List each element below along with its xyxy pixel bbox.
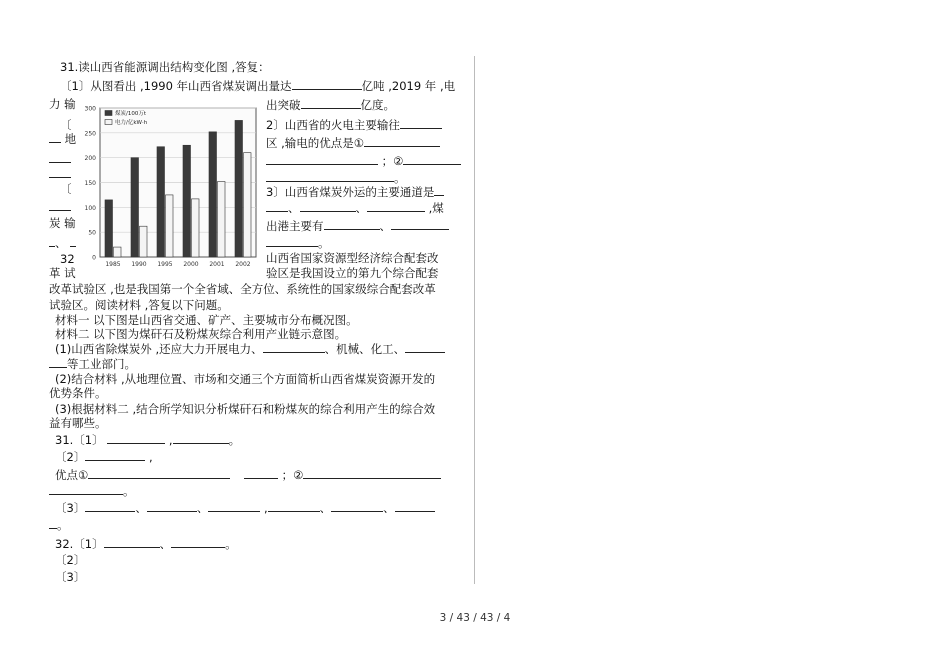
q31-p1-line2 <box>266 97 395 112</box>
left-fragment: 32 <box>60 252 75 266</box>
bar-coal <box>131 158 139 257</box>
answer-blank[interactable] <box>173 432 229 444</box>
q31-p2-line3 <box>266 153 461 168</box>
answer-blank[interactable] <box>49 517 57 529</box>
bar-coal <box>105 200 113 257</box>
answer-31-2c: 。 <box>49 483 135 498</box>
q32-material-1: 材料一 以下图是山西省交通、矿产、主要城市分布概况图。 <box>55 313 358 327</box>
answer-32-3: 〔3〕 <box>55 570 86 584</box>
q31-p3-line1 <box>266 184 444 199</box>
q32-sub1-line2: 等工业部门。 <box>49 356 136 371</box>
answer-31-2: 〔2〕 , <box>55 450 153 464</box>
answer-31-1: 31.〔1〕 , 。 <box>55 433 241 447</box>
q31-p3-line3: 出港主要有 、 <box>266 218 449 233</box>
q31-p2-text-c: ；② <box>381 154 404 168</box>
answer-blank[interactable] <box>300 200 356 212</box>
bar-electricity <box>244 153 252 257</box>
answer-blank[interactable] <box>85 449 145 461</box>
answer-blank[interactable] <box>85 500 135 512</box>
legend-swatch-electricity <box>105 120 112 125</box>
answer-blank[interactable] <box>403 153 461 165</box>
q31-p2-line2 <box>266 135 440 150</box>
q31-p1-text-a: 〔1〕从图看出 ,1990 年山西省煤炭调出量达 <box>60 79 292 93</box>
y-tick-label: 300 <box>84 105 96 113</box>
q31-p1-text-b: 亿吨 ,2019 年 ,电 <box>361 79 456 93</box>
answer-blank[interactable] <box>147 500 197 512</box>
answer-blank[interactable] <box>208 500 260 512</box>
q32-line2: 验区是我国设立的第九个综合配套 <box>266 266 439 280</box>
q32-sub1-line1: (1)山西省除煤炭外 ,还应大力开展电力、 、机械、化工、 <box>55 341 445 356</box>
answer-blank[interactable] <box>364 135 440 147</box>
q31-p1-line1 <box>60 78 455 93</box>
y-tick-label: 50 <box>88 229 96 237</box>
legend-label-coal: 煤炭/100万t <box>115 111 147 117</box>
q32-sub2-line1: (2)结合材料 ,从地理位置、市场和交通三个方面简析山西省煤炭资源开发的 <box>55 372 436 386</box>
q31-p3-line4: 。 <box>266 235 330 250</box>
x-tick-label: 1995 <box>157 261 173 268</box>
answer-blank[interactable] <box>301 97 361 109</box>
page-number: 3 / 43 / 43 / 4 <box>439 612 511 624</box>
answer-blank[interactable] <box>405 341 445 353</box>
answer-blank[interactable] <box>303 467 441 479</box>
bar-electricity <box>140 226 148 257</box>
q32-sub2-line2: 优势条件。 <box>49 386 107 400</box>
left-fragment: 〔 <box>60 182 72 196</box>
answer-blank[interactable] <box>266 200 288 212</box>
left-fragment: 革 试 <box>49 266 76 280</box>
answer-blank[interactable] <box>324 218 380 230</box>
bar-coal <box>235 120 243 257</box>
answer-blank[interactable] <box>266 235 318 247</box>
q31-p1-text-e: 亿度。 <box>360 98 395 112</box>
answer-blank[interactable] <box>268 500 320 512</box>
bar-electricity <box>192 199 200 257</box>
left-fragment-line: 地 <box>49 131 76 146</box>
q32-line3: 改革试验区 ,也是我国第一个全省域、全方位、系统性的国家级综合配套改革 <box>49 282 436 296</box>
left-fragment-line: 、 <box>49 235 76 250</box>
y-tick-label: 100 <box>84 204 96 212</box>
bar-electricity <box>166 195 174 257</box>
answer-blank[interactable] <box>266 153 378 165</box>
column-divider <box>474 56 475 584</box>
q31-p2-text-b: 区 ,输电的优点是① <box>266 136 365 150</box>
legend-label-electricity: 电力/亿kW·h <box>115 120 148 126</box>
answer-31-2b: 优点① ；② <box>55 467 441 482</box>
y-tick-label: 250 <box>84 130 96 138</box>
answer-blank[interactable] <box>104 536 160 548</box>
answer-blank[interactable] <box>263 341 325 353</box>
q31-p1-text-d: 出突破 <box>266 98 301 112</box>
answer-blank[interactable] <box>107 432 165 444</box>
q31-p2-text-a: 2〕山西省的火电主要输往 <box>266 118 400 132</box>
answer-blank[interactable] <box>331 500 383 512</box>
q31-p3-text-a: 3〕山西省煤炭外运的主要通道是 <box>266 185 435 199</box>
answer-blank[interactable] <box>171 536 225 548</box>
x-tick-label: 1985 <box>105 261 121 268</box>
x-tick-label: 2001 <box>209 261 225 268</box>
answer-blank[interactable] <box>395 500 435 512</box>
x-tick-label: 2002 <box>235 261 251 268</box>
answer-blank[interactable] <box>49 483 123 495</box>
answer-blank[interactable] <box>400 117 442 129</box>
answer-blank[interactable] <box>434 184 444 196</box>
bar-electricity <box>218 182 226 257</box>
energy-export-chart <box>66 103 262 271</box>
answer-31-3b: 。 <box>49 517 69 532</box>
answer-blank[interactable] <box>266 170 394 182</box>
q31-p1-left-fragment: 力 输 <box>49 97 76 111</box>
x-tick-label: 1990 <box>131 261 147 268</box>
q31-p2-line4: 。 <box>266 170 406 185</box>
y-tick-label: 150 <box>84 180 96 187</box>
left-fragment: 炭 输 <box>49 216 76 230</box>
legend-swatch-coal <box>105 111 112 116</box>
answer-blank[interactable] <box>292 78 362 90</box>
q32-sub3-line1: (3)根据材料二 ,结合所学知识分析煤矸石和粉煤灰的综合利用产生的综合效 <box>55 402 436 416</box>
q32-sub3-line2: 益有哪些。 <box>49 416 107 430</box>
chart-svg <box>66 103 262 271</box>
bar-electricity <box>114 247 122 257</box>
answer-blank[interactable] <box>367 200 425 212</box>
bar-coal <box>183 145 191 257</box>
answer-blank[interactable] <box>49 356 67 368</box>
answer-32-1: 32.〔1〕 、 。 <box>55 537 237 551</box>
q31-title: 31.读山西省能源调出结构变化图 ,答复： <box>60 60 270 74</box>
q31-p3-line2: 、 、 ,煤 <box>266 200 444 215</box>
left-fragment: 〔 <box>60 118 72 132</box>
bar-coal <box>209 132 217 257</box>
q32-line1: 山西省国家资源型经济综合配套改 <box>266 251 439 265</box>
answer-blank[interactable] <box>244 467 278 479</box>
y-tick-label: 0 <box>92 254 96 262</box>
answer-31-3: 〔3〕 、 、 , 、 、 <box>55 500 435 515</box>
x-tick-label: 2000 <box>183 261 199 268</box>
answer-blank[interactable] <box>391 218 449 230</box>
bar-coal <box>157 147 165 257</box>
answer-blank[interactable] <box>88 467 230 479</box>
y-tick-label: 200 <box>84 155 96 163</box>
q31-p2-line1 <box>266 117 442 132</box>
q32-material-2: 材料二 以下图为煤矸石及粉煤灰综合利用产业链示意图。 <box>55 327 347 341</box>
answer-32-2: 〔2〕 <box>55 553 86 567</box>
q32-line4: 试验区。阅读材料 ,答复以下问题。 <box>49 298 229 312</box>
